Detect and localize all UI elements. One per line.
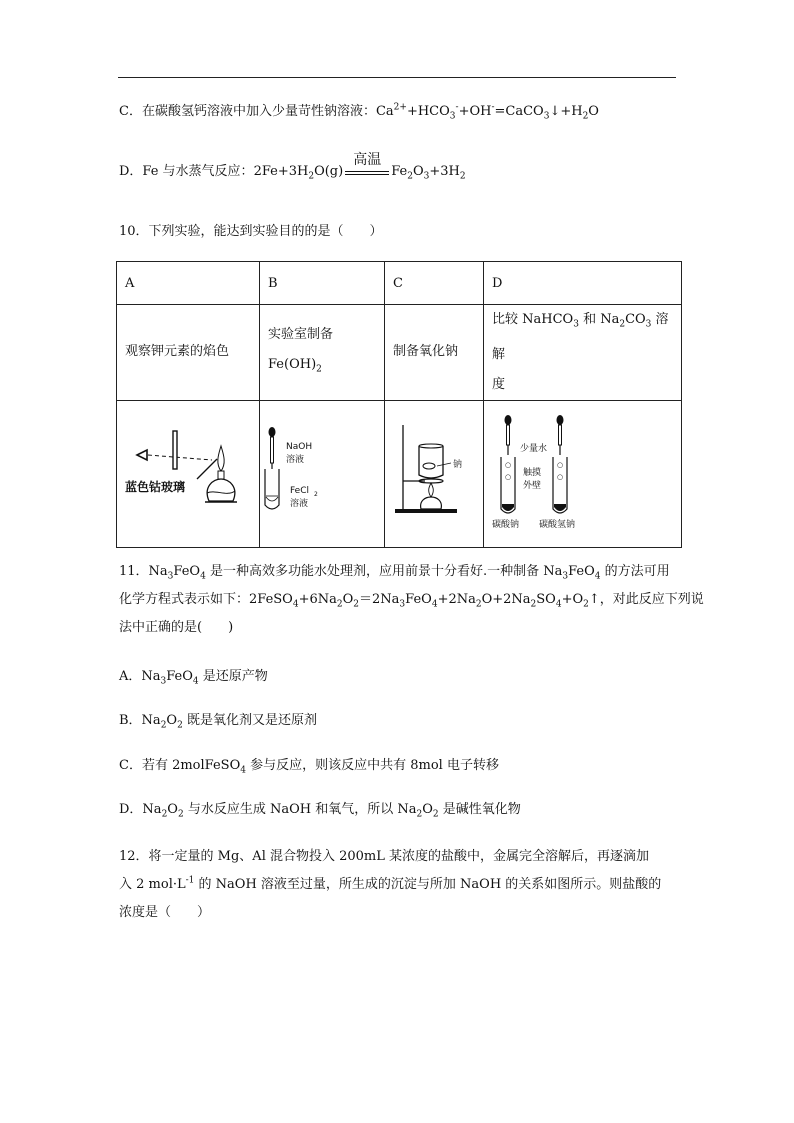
desc-a: 观察钾元素的焰色 <box>117 305 260 401</box>
sodium-oxide-figure <box>385 401 483 547</box>
q10-stem: 10．下列实验，能达到实验目的的是（ ） <box>119 224 383 239</box>
alcohol-lamp <box>207 479 235 501</box>
sodium-piece <box>423 463 435 469</box>
sight-line <box>148 455 212 460</box>
q9-option-c: C．在碳酸氢钙溶液中加入少量苛性钠溶液：$Ca^{2+}+HCO_3^-+OH^-=CaCO_3↓+H_2O$ <box>119 102 599 122</box>
svg-text:○: ○ <box>505 472 512 481</box>
q11-stem-line-1: 11．$Na_3FeO_4$ 是一种高效多功能水处理剂，应用前景十分看好.一种制备 $Na_3FeO_4$ 的方法可用 <box>119 564 670 582</box>
svg-text:○: ○ <box>505 460 512 469</box>
svg-text:外壁: 外壁 <box>523 480 542 491</box>
flame-test-figure <box>117 401 259 547</box>
header-a: A <box>117 262 260 305</box>
desc-d: 比较 NaHCO$_3$ 和 $Na_2CO_3$ 溶解 度 <box>484 305 682 401</box>
feoh2-figure <box>260 401 384 547</box>
platinum-wire <box>197 459 217 479</box>
q11-option-d: D．$Na_2O_2$ 与水反应生成 NaOH 和氧气，所以 $Na_2O_2$ 是碱性氧化物 <box>119 802 521 820</box>
cobalt-glass <box>173 431 177 469</box>
condition-high-temp: 高温 <box>353 151 382 168</box>
header-b: B <box>260 262 385 305</box>
lamp-wick <box>218 471 224 479</box>
q10-experiment-table <box>116 261 682 548</box>
figure-d <box>484 400 682 547</box>
flame-shape <box>218 446 224 471</box>
desc-b: 实验室制备 $Fe(OH)_2$ <box>260 305 385 401</box>
q11-option-a: A．$Na_3FeO_4$ 是还原产物 <box>119 669 268 687</box>
q11-option-b: B．$Na_2O_2$ 既是氧化剂又是还原剂 <box>119 713 317 731</box>
svg-text:○: ○ <box>557 460 564 469</box>
svg-text:钠: 钠 <box>453 459 463 470</box>
header-d: D <box>484 262 682 305</box>
reaction-condition <box>345 151 389 180</box>
svg-text:溶液: 溶液 <box>286 454 305 465</box>
q12-stem-line-1: 12．将一定量的 Mg、Al 混合物投入 200mL 某浓度的盐酸中，金属完全溶解后，再逐滴加 <box>119 849 650 864</box>
beaker <box>419 446 443 478</box>
q12-stem <box>119 843 679 927</box>
dropper-bulb <box>269 427 276 437</box>
svg-text:2: 2 <box>314 490 318 498</box>
desc-c: 制备氧化钠 <box>385 305 484 401</box>
q11-stem-line-3: 法中正确的是( ) <box>119 620 234 635</box>
header-rule <box>118 77 676 78</box>
svg-text:碳酸氢钠: 碳酸氢钠 <box>539 519 576 530</box>
cobalt-glass-label: 蓝色钴玻璃 <box>125 479 186 494</box>
figure-a <box>117 400 260 547</box>
q11-stem-line-2: 化学方程式表示如下：$2FeSO_4+6Na_2O_2=2Na_3FeO_4+2Na_2O+2Na_2SO_4+O_2↑$，对此反应下列说 <box>119 592 704 610</box>
q12-stem-line-2: 入 2 $mol\cdot L^{-1}$ 的 NaOH 溶液至过量，所生成的沉淀与所加 NaOH 的关系如图所示。则盐酸的 <box>119 875 662 892</box>
q9-option-d: D．Fe 与水蒸气反应：$2Fe+3H_2O(g)$ 高温 $Fe_2O_3+3H_2$ <box>119 151 466 182</box>
svg-text:少量水: 少量水 <box>520 443 548 454</box>
eye-icon <box>137 450 147 460</box>
header-c: C <box>385 262 484 305</box>
svg-text:碳酸钠: 碳酸钠 <box>492 519 520 530</box>
svg-text:触摸: 触摸 <box>523 467 542 478</box>
q11-stem <box>119 558 704 642</box>
q12-stem-line-3: 浓度是（ ） <box>119 905 211 920</box>
svg-text:○: ○ <box>557 472 564 481</box>
svg-text:FeCl: FeCl <box>290 485 310 496</box>
svg-text:溶液: 溶液 <box>290 498 309 509</box>
figure-b <box>260 400 385 547</box>
test-tube <box>265 469 279 509</box>
figure-c <box>385 400 484 547</box>
q11-option-c: C．若有 2molFeSO$_4$ 参与反应，则该反应中共有 8mol 电子转移 <box>119 758 499 776</box>
alcohol-lamp <box>421 497 442 509</box>
solubility-figure <box>484 401 681 547</box>
svg-text:NaOH: NaOH <box>286 441 313 452</box>
